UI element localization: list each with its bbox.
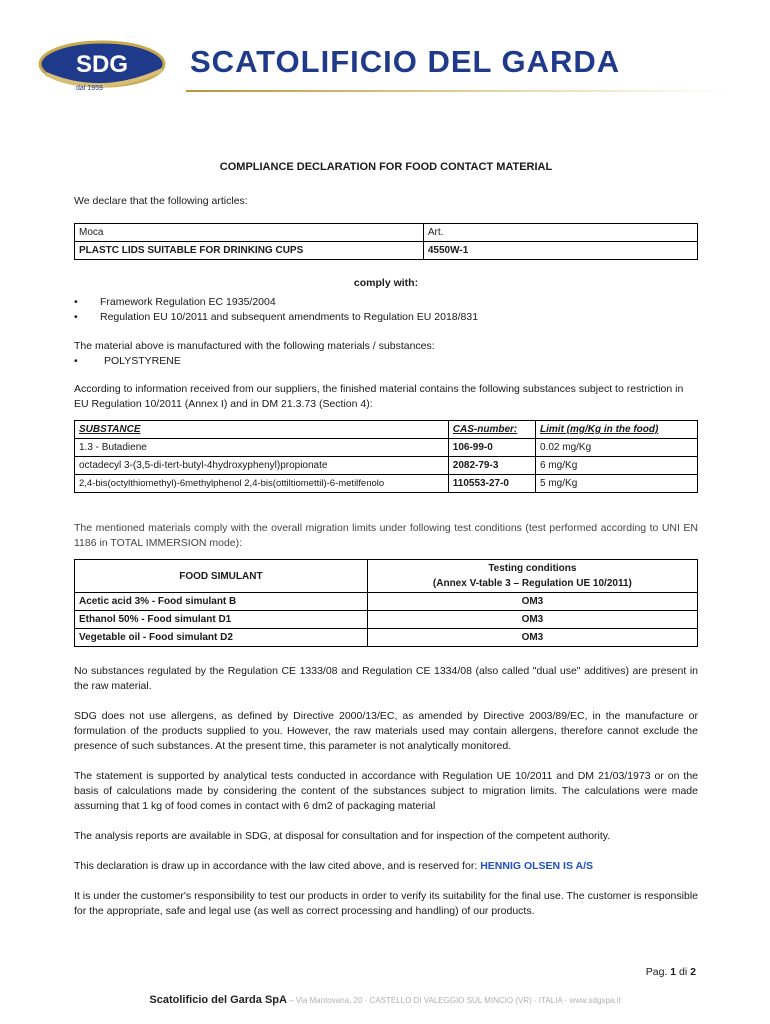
comply-heading: comply with: — [353, 277, 419, 289]
table-row: 2,4-bis(octylthiomethyl)-6methylphenol 2,4-bis(ottiltiomettil)-6-metilfenolo 110553-27-0 5 mg/Kg — [75, 475, 698, 493]
article-code: 4550W-1 — [423, 242, 697, 260]
intro-text: We declare that the following articles: — [74, 195, 248, 207]
article-table — [74, 223, 698, 260]
col-testing-conditions: Testing conditions (Annex V-table 3 – Regulation UE 10/2011) — [367, 560, 697, 593]
footer-company: Scatolificio del Garda SpA — [149, 994, 287, 1006]
material-item: • POLYSTYRENE — [74, 355, 181, 367]
table-row: octadecyl 3-(3,5-di-tert-butyl-4hydroxyphenyl)propionate 2082-79-3 6 mg/Kg — [75, 457, 698, 475]
table-row: Acetic acid 3% - Food simulant B OM3 — [75, 593, 698, 611]
footer — [0, 994, 770, 1006]
regulation-item: • Framework Regulation EC 1935/2004 — [74, 296, 276, 308]
allergens-paragraph: SDG does not use allergens, as defined by Directive 2000/13/EC, as amended by Directive 2003/89/EC, in the manufacture or formulation of the products supplied to you. However, the raw materials used may contain allergens, therefore cannot exclude the presence of such substances. At the present time, this parameter is not analytically monitored. — [74, 710, 698, 752]
substances-intro: According to information received from our suppliers, the finished material contains the following substances subject to restriction in EU Regulation 10/2011 (Annex I) and in DM 21.3.73 (Section 4): — [74, 383, 684, 410]
article-product: PLASTC LIDS SUITABLE FOR DRINKING CUPS — [75, 242, 424, 260]
article-brand: Moca — [75, 224, 424, 242]
page-number: Pag. 1 di 2 — [645, 966, 696, 978]
declaration-body — [74, 160, 698, 919]
table-row: Vegetable oil - Food simulant D2 OM3 — [75, 629, 698, 647]
table-row: Ethanol 50% - Food simulant D1 OM3 — [75, 611, 698, 629]
dual-use-paragraph: No substances regulated by the Regulation CE 1333/08 and Regulation CE 1334/08 (also called "dual use" additives) are present in the raw material. — [74, 665, 698, 692]
migration-intro: The mentioned materials comply with the overall migration limits under following test conditions (test performed according to UNI EN 1186 in TOTAL IMMERSION mode): — [74, 522, 698, 549]
logo-text: SDG — [75, 51, 129, 78]
responsibility-paragraph: It is under the customer's responsibility to test our products in order to verify its suitability for the final use. The customer is responsible for the appropriate, safe and legal use (as well as correct processing and handling) of our products. — [74, 890, 698, 917]
header-divider — [186, 90, 731, 92]
sdg-logo — [36, 40, 176, 90]
statement-paragraph: The statement is supported by analytical tests conducted in accordance with Regulation UE 10/2011 and DM 21/03/1973 or on the basis of calculations made by considering the content of the substances subject to migration limits. The calculations were made assuming that 1 kg of food comes in contact with 6 dm2 of packaging material — [74, 770, 698, 812]
col-substance: SUBSTANCE — [75, 421, 449, 439]
materials-intro: The material above is manufactured with the following materials / substances: — [74, 340, 435, 352]
brand-name: SCATOLIFICIO DEL GARDA — [190, 44, 621, 79]
table-row: 1.3 - Butadiene 106-99-0 0.02 mg/Kg — [75, 439, 698, 457]
col-cas: CAS-number: — [448, 421, 535, 439]
document-title: COMPLIANCE DECLARATION FOR FOOD CONTACT MATERIAL — [219, 161, 553, 173]
reserved-paragraph: This declaration is draw up in accordance with the law cited above, and is reserved for: HENNIG OLSEN IS A/S — [74, 860, 594, 872]
customer-name: HENNIG OLSEN IS A/S — [480, 860, 594, 872]
substances-table — [74, 420, 698, 493]
simulant-table — [74, 559, 698, 647]
reports-paragraph: The analysis reports are available in SDG, at disposal for consultation and for inspection of the competent authority. — [74, 830, 611, 842]
regulation-item: • Regulation EU 10/2011 and subsequent amendments to Regulation EU 2018/831 — [74, 311, 479, 323]
col-food-simulant: FOOD SIMULANT — [75, 560, 368, 593]
article-art-label: Art. — [423, 224, 697, 242]
logo-subtext: dal 1959 — [76, 85, 103, 90]
col-limit: Limit (mg/Kg in the food) — [536, 421, 698, 439]
letterhead — [0, 0, 770, 100]
footer-address: – Via Mantovana, 20 · CASTELLO DI VALEGGIO SUL MINCIO (VR) · ITALIA · www.sdgspa.it — [286, 996, 621, 1005]
